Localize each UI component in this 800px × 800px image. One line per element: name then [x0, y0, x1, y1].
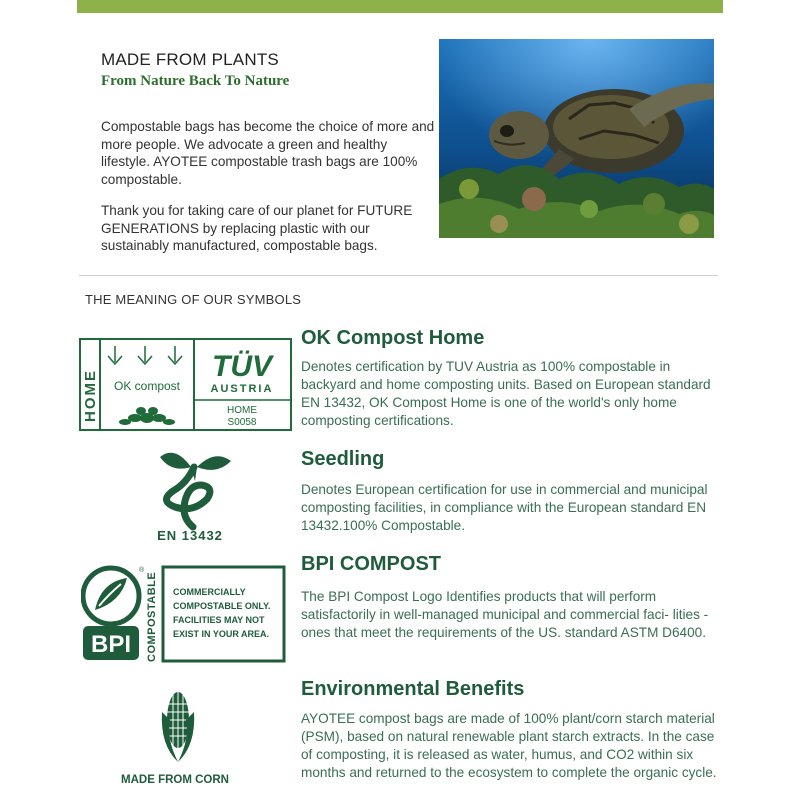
tuv-brand: TÜV: [212, 350, 272, 383]
intro-paragraph-2: Thank you for taking care of our planet for FUTURE GENERATIONS by replacing plastic with our sustainably manufactured, compostable bags.: [101, 203, 413, 253]
svg-text:®: ®: [139, 567, 145, 574]
bpi-box-line-2: COMPOSTABLE ONLY.: [173, 601, 271, 611]
top-accent-bar: [77, 0, 723, 13]
symbol-title-bpi-compost: BPI COMPOST: [301, 553, 442, 575]
bpi-box-line-3: FACILITIES MAY NOT: [173, 615, 265, 625]
made-from-corn-logo: [110, 690, 245, 795]
corn-icon: [162, 692, 194, 762]
symbols-heading: THE MEANING OF OUR SYMBOLS: [85, 292, 302, 307]
certificate-code: S0058: [227, 417, 257, 428]
symbol-title-ok-compost-home: OK Compost Home: [301, 327, 485, 349]
ok-compost-home-logo: [79, 338, 292, 436]
seedling-logo: [145, 447, 240, 549]
symbol-desc-seedling: Denotes European certification for use in commercial and municipal composting facilities, in compliance with the European standard EN 13432.100% Compostable.: [301, 482, 708, 533]
made-from-corn-caption: MADE FROM CORN: [121, 774, 229, 786]
bpi-box-line-1: COMMERCIALLY: [173, 587, 246, 597]
section-divider: [79, 275, 718, 276]
page-subtitle: From Nature Back To Nature: [101, 73, 290, 89]
symbol-desc-bpi-compost: The BPI Compost Logo Identifies products that will perform satisfactorily in well-managed municipal and commercial faci- lities - ones that meet the requirements of the US. standard ASTM D6400.: [301, 589, 709, 640]
tuv-country: AUSTRIA: [210, 383, 274, 395]
symbol-title-environmental-benefits: Environmental Benefits: [301, 678, 525, 700]
en-13432-caption: EN 13432: [157, 528, 223, 543]
home-side-label: HOME: [82, 369, 99, 422]
intro-paragraph-1: Compostable bags has become the choice of more and more people. We advocate a green and healthy lifestyle. AYOTEE compostable trash bags are 100% compostable.: [101, 119, 435, 187]
ok-compost-caption: OK compost: [113, 379, 181, 393]
bpi-compost-logo: [81, 562, 286, 668]
bpi-badge-text: BPI: [90, 631, 132, 658]
compostable-side-label: COMPOSTABLE: [146, 571, 158, 662]
page-title: MADE FROM PLANTS: [101, 50, 279, 69]
sea-turtle-photo: [439, 39, 714, 238]
symbol-desc-ok-compost-home: Denotes certification by TUV Austria as 100% compostable in backyard and home composting units. Based on European standard EN 13432, OK Compost Home is one of the world's only home composting certifications.: [301, 359, 711, 428]
bpi-box-line-4: EXIST IN YOUR AREA.: [173, 629, 270, 639]
symbol-title-seedling: Seedling: [301, 448, 385, 470]
symbol-desc-environmental-benefits: AYOTEE compost bags are made of 100% plant/corn starch material (PSM), based on natural renewable plant starch extracts. In the case of composting, it is released as water, humus, and CO2 within six months and returned to the ecosystem to complete the organic cycle.: [301, 711, 717, 780]
home-label: HOME: [227, 405, 257, 416]
